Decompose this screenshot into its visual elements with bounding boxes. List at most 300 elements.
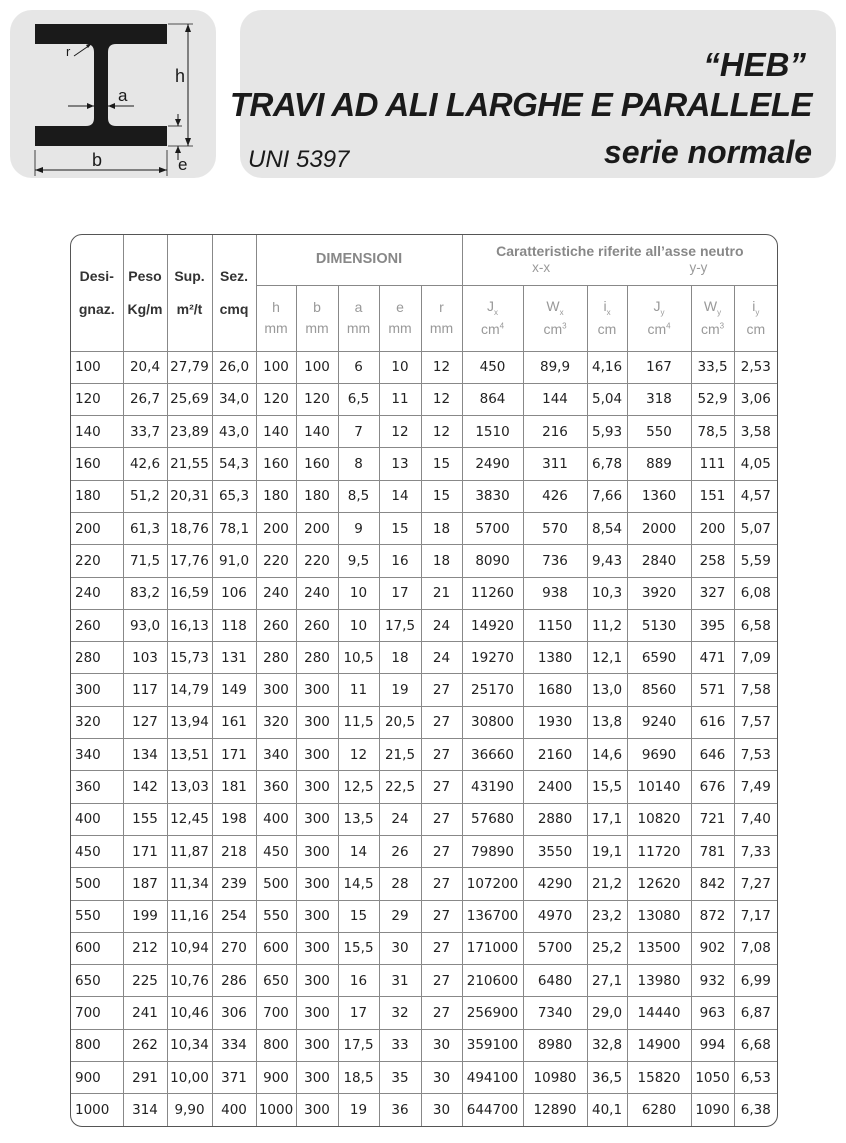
table-cell: 8,5 [338,480,379,512]
table-cell: 360 [71,771,123,803]
table-cell: 2880 [523,803,587,835]
table-cell: 616 [691,706,734,738]
table-cell: 550 [627,416,691,448]
table-cell: 2400 [523,771,587,803]
table-cell: 300 [296,706,338,738]
diagram-label-h: h [175,66,186,86]
table-cell: 7,53 [734,739,777,771]
header-char-Jy [627,285,691,351]
table-cell: 61,3 [123,512,167,544]
table-cell: 314 [123,1094,167,1126]
header-char-ix [587,285,627,351]
header-char-axis: y [660,307,665,317]
table-cell: 258 [691,545,734,577]
header-axis-yy: y-y [689,260,708,276]
table-row [71,448,777,480]
table-cell: 12,1 [587,642,627,674]
table-cell: 43,0 [212,416,256,448]
table-cell: 160 [296,448,338,480]
table-cell: 12,5 [338,771,379,803]
table-row [71,674,777,706]
title-panel [229,10,836,178]
table-cell: 1360 [627,480,691,512]
table-cell: 23,2 [587,900,627,932]
table-cell: 30800 [462,706,523,738]
table-cell: 371 [212,1062,256,1094]
table-cell: 4,57 [734,480,777,512]
table-cell: 103 [123,642,167,674]
diagram-label-e: e [178,155,188,174]
table-cell: 12 [421,416,462,448]
table-cell: 21,2 [587,868,627,900]
table-cell: 1150 [523,609,587,641]
header-dim-unit: mm [388,320,412,336]
table-cell: 13,0 [587,674,627,706]
table-cell: 91,0 [212,545,256,577]
table-row [71,642,777,674]
table-row [71,577,777,609]
header-dim-symbol: b [313,299,321,315]
table-cell: 120 [256,383,296,415]
table-cell: 10,5 [338,642,379,674]
table-cell: 6480 [523,965,587,997]
header-characteristics [462,235,777,285]
table-cell: 14440 [627,997,691,1029]
table-cell: 7,57 [734,706,777,738]
table-cell: 11,5 [338,706,379,738]
table-cell: 300 [296,803,338,835]
table-cell: 23,89 [167,416,212,448]
table-cell: 4290 [523,868,587,900]
table-cell: 4970 [523,900,587,932]
table-row [71,545,777,577]
table-row [71,512,777,544]
header-char-unit: cm [597,320,617,337]
table-cell: 10820 [627,803,691,835]
header-char-axis: x [559,307,564,317]
table-cell: 7,58 [734,674,777,706]
table-cell: 932 [691,965,734,997]
h-beam-section-diagram [10,10,216,178]
table-cell: 21 [421,577,462,609]
table-cell: 239 [212,868,256,900]
table-row [71,706,777,738]
table-cell: 963 [691,997,734,1029]
table-row [71,900,777,932]
header-dim-unit: mm [429,320,454,336]
table-cell: 291 [123,1062,167,1094]
table-row [71,771,777,803]
table-cell: 3830 [462,480,523,512]
table-cell: 6,78 [587,448,627,480]
table-cell: 8980 [523,1029,587,1061]
table-cell: 28 [379,868,421,900]
table-cell: 20,4 [123,351,167,383]
header-dim-symbol: r [439,299,444,315]
table-cell: 11260 [462,577,523,609]
table-cell: 199 [123,900,167,932]
table-cell: 13980 [627,965,691,997]
table-cell: 25,2 [587,932,627,964]
table-cell: 100 [71,351,123,383]
table-cell: 27,1 [587,965,627,997]
table-cell: 902 [691,932,734,964]
table-cell: 218 [212,835,256,867]
table-cell: 18,5 [338,1062,379,1094]
table-cell: 200 [256,512,296,544]
table-cell: 200 [71,512,123,544]
table-cell: 33 [379,1029,421,1061]
table-cell: 24 [421,609,462,641]
table-cell: 78,1 [212,512,256,544]
table-cell: 1000 [71,1094,123,1126]
table-cell: 14 [379,480,421,512]
table-cell: 600 [256,932,296,964]
table-cell: 6,38 [734,1094,777,1126]
table-cell: 644700 [462,1094,523,1126]
table-cell: 120 [71,383,123,415]
table-cell: 127 [123,706,167,738]
table-cell: 9,90 [167,1094,212,1126]
table-cell: 318 [627,383,691,415]
table-cell: 27 [421,674,462,706]
header-char-unit: cm [543,320,563,337]
table-cell: 19,1 [587,835,627,867]
table-cell: 781 [691,835,734,867]
table-cell: 270 [212,932,256,964]
table-cell: 254 [212,900,256,932]
table-cell: 12 [379,416,421,448]
table-cell: 500 [71,868,123,900]
header-designation-line2: gnaz. [78,300,115,317]
table-cell: 11,2 [587,609,627,641]
standard-label: UNI 5397 [248,146,350,173]
table-cell: 151 [691,480,734,512]
table-cell: 22,5 [379,771,421,803]
table-row [71,1094,777,1126]
table-cell: 16 [338,965,379,997]
diagram-label-r: r [66,44,71,59]
table-cell: 24 [421,642,462,674]
table-cell: 29,0 [587,997,627,1029]
table-cell: 9,43 [587,545,627,577]
table-cell: 100 [256,351,296,383]
table-cell: 938 [523,577,587,609]
table-cell: 471 [691,642,734,674]
table-row [71,1062,777,1094]
table-cell: 36,5 [587,1062,627,1094]
table-cell: 140 [71,416,123,448]
table-cell: 494100 [462,1062,523,1094]
table-cell: 280 [71,642,123,674]
table-cell: 300 [296,1062,338,1094]
table-cell: 27 [421,900,462,932]
table-cell: 8 [338,448,379,480]
table-cell: 340 [256,739,296,771]
table-cell: 16,59 [167,577,212,609]
beam-diagram-panel [10,10,216,178]
table-cell: 10,00 [167,1062,212,1094]
table-cell: 25170 [462,674,523,706]
header-surface-line2: m²/t [176,300,203,317]
table-cell: 18 [421,545,462,577]
table-cell: 14 [338,835,379,867]
table-cell: 241 [123,997,167,1029]
table-cell: 3550 [523,835,587,867]
table-cell: 676 [691,771,734,803]
table-cell: 240 [256,577,296,609]
table-cell: 21,55 [167,448,212,480]
header-weight-line1: Peso [128,267,162,284]
table-cell: 300 [296,1029,338,1061]
table-cell: 240 [296,577,338,609]
table-cell: 650 [71,965,123,997]
table-cell: 36 [379,1094,421,1126]
table-cell: 7,27 [734,868,777,900]
table-row [71,416,777,448]
table-cell: 142 [123,771,167,803]
table-cell: 7 [338,416,379,448]
table-cell: 187 [123,868,167,900]
table-cell: 7,66 [587,480,627,512]
table-cell: 721 [691,803,734,835]
table-cell: 10,94 [167,932,212,964]
table-cell: 15,5 [338,932,379,964]
header-section [212,235,256,351]
table-cell: 12 [421,351,462,383]
table-cell: 200 [691,512,734,544]
table-cell: 400 [212,1094,256,1126]
table-cell: 889 [627,448,691,480]
table-cell: 3,06 [734,383,777,415]
table-cell: 15,5 [587,771,627,803]
table-cell: 6,58 [734,609,777,641]
header-char-unit: cm [700,320,720,337]
table-cell: 7,40 [734,803,777,835]
table-cell: 736 [523,545,587,577]
table-cell: 6280 [627,1094,691,1126]
table-cell: 800 [256,1029,296,1061]
table-cell: 550 [71,900,123,932]
table-row [71,1029,777,1061]
table-cell: 400 [256,803,296,835]
table-cell: 15820 [627,1062,691,1094]
table-cell: 262 [123,1029,167,1061]
header-section-line1: Sez. [219,267,248,284]
table-cell: 700 [256,997,296,1029]
table-cell: 10 [338,577,379,609]
header-char-unit: cm [746,320,766,337]
table-cell: 14,5 [338,868,379,900]
table-cell: 17,5 [338,1029,379,1061]
table-cell: 7,08 [734,932,777,964]
table-cell: 5700 [462,512,523,544]
table-row [71,835,777,867]
table-cell: 240 [71,577,123,609]
table-cell: 300 [296,835,338,867]
table-cell: 395 [691,609,734,641]
table-cell: 2160 [523,739,587,771]
table-cell: 18,76 [167,512,212,544]
table-cell: 27 [421,965,462,997]
table-cell: 300 [296,1094,338,1126]
table-cell: 1380 [523,642,587,674]
table-cell: 14900 [627,1029,691,1061]
table-cell: 27 [421,803,462,835]
table-cell: 32 [379,997,421,1029]
table-cell: 864 [462,383,523,415]
table-cell: 20,31 [167,480,212,512]
table-cell: 220 [71,545,123,577]
table-row [71,932,777,964]
table-cell: 7,49 [734,771,777,803]
table-cell: 2840 [627,545,691,577]
table-row [71,383,777,415]
table-cell: 78,5 [691,416,734,448]
table-cell: 18 [379,642,421,674]
header-char-Wx [523,285,587,351]
table-cell: 13500 [627,932,691,964]
header-char-symbol: i [752,298,756,315]
header-char-exponent: 4 [666,321,671,331]
table-cell: 13,8 [587,706,627,738]
header-char-symbol: J [487,298,495,315]
table-cell: 19 [379,674,421,706]
table-cell: 12,45 [167,803,212,835]
table-cell: 11,16 [167,900,212,932]
header-char-axis: x [494,307,499,317]
table-cell: 3920 [627,577,691,609]
table-cell: 550 [256,900,296,932]
table-cell: 140 [256,416,296,448]
table-cell: 842 [691,868,734,900]
table-cell: 2490 [462,448,523,480]
header-char-symbol: i [603,298,607,315]
table-row [71,868,777,900]
table-cell: 79890 [462,835,523,867]
table-cell: 646 [691,739,734,771]
table-cell: 994 [691,1029,734,1061]
table-cell: 6,53 [734,1062,777,1094]
table-cell: 426 [523,480,587,512]
table-cell: 9,5 [338,545,379,577]
table-cell: 6,08 [734,577,777,609]
table-cell: 300 [296,771,338,803]
table-cell: 300 [296,739,338,771]
table-cell: 12620 [627,868,691,900]
table-cell: 7,09 [734,642,777,674]
table-cell: 27 [421,997,462,1029]
table-cell: 220 [256,545,296,577]
table-cell: 31 [379,965,421,997]
table-cell: 24 [379,803,421,835]
table-cell: 51,2 [123,480,167,512]
table-cell: 1510 [462,416,523,448]
table-cell: 8090 [462,545,523,577]
table-cell: 9240 [627,706,691,738]
table-cell: 15 [338,900,379,932]
table-cell: 6,68 [734,1029,777,1061]
table-cell: 10,3 [587,577,627,609]
table-cell: 5,04 [587,383,627,415]
table-row [71,351,777,383]
table-cell: 12890 [523,1094,587,1126]
table-cell: 6,5 [338,383,379,415]
header-dimensions: DIMENSIONI [256,235,462,285]
table-cell: 10140 [627,771,691,803]
table-cell: 13 [379,448,421,480]
header-char-symbol: W [703,298,718,315]
table-cell: 89,9 [523,351,587,383]
table-cell: 42,6 [123,448,167,480]
table-cell: 149 [212,674,256,706]
table-body [71,351,777,1126]
header-dim-unit: mm [264,320,288,336]
table-cell: 11,87 [167,835,212,867]
table-cell: 106 [212,577,256,609]
table-cell: 117 [123,674,167,706]
header-surface [167,235,212,351]
table-cell: 171 [123,835,167,867]
table-cell: 6,87 [734,997,777,1029]
table-cell: 400 [71,803,123,835]
table-cell: 180 [256,480,296,512]
table-cell: 34,0 [212,383,256,415]
table-cell: 33,5 [691,351,734,383]
table-cell: 1090 [691,1094,734,1126]
table-cell: 900 [71,1062,123,1094]
table-cell: 220 [296,545,338,577]
table-cell: 9 [338,512,379,544]
table-cell: 216 [523,416,587,448]
table-cell: 260 [256,609,296,641]
table-cell: 27 [421,932,462,964]
table-cell: 327 [691,577,734,609]
header-char-axis: y [755,307,760,317]
table-cell: 450 [256,835,296,867]
table-cell: 14,79 [167,674,212,706]
table-cell: 11,34 [167,868,212,900]
table-cell: 180 [296,480,338,512]
table-cell: 300 [296,674,338,706]
table-cell: 160 [71,448,123,480]
table-cell: 20,5 [379,706,421,738]
table-cell: 571 [691,674,734,706]
table-cell: 32,8 [587,1029,627,1061]
table-cell: 340 [71,739,123,771]
header-axis-xx: x-x [532,260,551,276]
table-cell: 11 [338,674,379,706]
table-cell: 256900 [462,997,523,1029]
table-cell: 140 [296,416,338,448]
table-cell: 260 [296,609,338,641]
table-cell: 14920 [462,609,523,641]
table-cell: 300 [296,997,338,1029]
header-weight [123,235,167,351]
table-cell: 6590 [627,642,691,674]
table-cell: 286 [212,965,256,997]
table-row [71,803,777,835]
header-char-unit: cm [480,320,500,337]
table-cell: 10 [338,609,379,641]
header-designation [71,235,123,351]
table-cell: 30 [421,1062,462,1094]
table-cell: 17 [338,997,379,1029]
table-cell: 8,54 [587,512,627,544]
table-cell: 16 [379,545,421,577]
table-cell: 7,33 [734,835,777,867]
table-cell: 120 [296,383,338,415]
